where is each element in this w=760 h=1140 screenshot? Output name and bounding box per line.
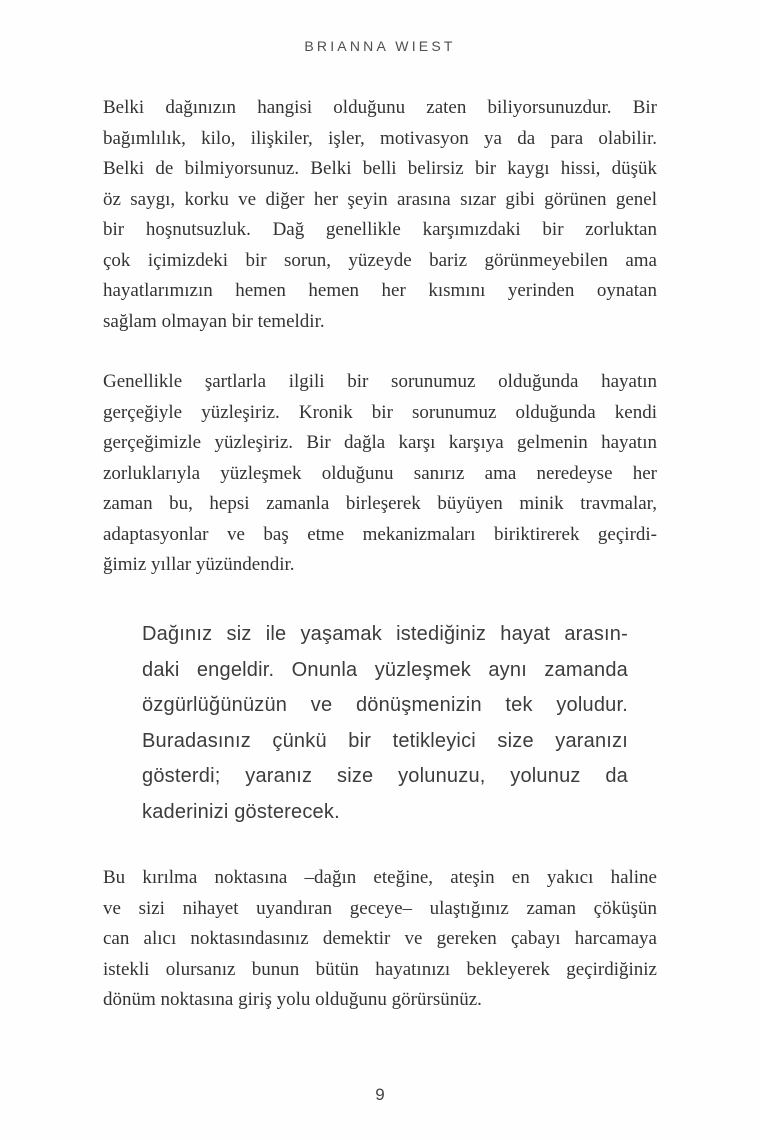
body-paragraph-2 xyxy=(103,367,657,581)
page-number: 9 xyxy=(375,1085,385,1104)
text-line: gösterdi; yaranız size yolunuzu, yolunuz da xyxy=(142,765,628,787)
pull-quote xyxy=(142,617,628,830)
text-line: Belki dağınızın hangisi olduğunu zaten biliyorsunuzdur. Bir xyxy=(103,97,657,118)
text-line: zaman bu, hepsi zamanla birleşerek büyüyen minik travmalar, xyxy=(103,493,657,514)
text-line: adaptasyonlar ve baş etme mekanizmaları biriktirerek geçirdi- xyxy=(103,523,657,545)
running-header: BRIANNA WIEST xyxy=(304,38,456,54)
text-line: Genellikle şartlarla ilgili bir sorunumuz olduğunda hayatın xyxy=(103,371,657,392)
text-line: Belki de bilmiyorsunuz. Belki belli belirsiz bir kaygı hissi, düşük xyxy=(103,158,657,179)
text-line: gerçeğiyle yüzleşiriz. Kronik bir sorunumuz olduğunda kendi xyxy=(103,401,657,423)
text-line: dönüm noktasına giriş yolu olduğunu görürsünüz. xyxy=(103,989,482,1010)
text-line: öz saygı, korku ve diğer her şeyin arasına sızar gibi görünen genel xyxy=(103,188,657,210)
text-line: kaderinizi gösterecek. xyxy=(142,800,340,823)
text-line: can alıcı noktasındasınız demektir ve gereken çabayı harcamaya xyxy=(103,928,657,949)
text-line: sağlam olmayan bir temeldir. xyxy=(103,310,325,332)
text-line: zorluklarıyla yüzleşmek olduğunu sanırız ama neredeyse her xyxy=(103,462,657,484)
text-line: bağımlılık, kilo, ilişkiler, işler, motivasyon ya da para olabilir. xyxy=(103,127,657,149)
text-line: ğimiz yıllar yüzündendir. xyxy=(103,554,295,575)
text-line: çok içimizdeki bir sorun, yüzeyde bariz görünmeyebilen ama xyxy=(103,249,657,271)
text-line: istekli olursanız bunun bütün hayatınızı bekleyerek geçirdiğiniz xyxy=(103,958,657,980)
text-line: bir hoşnutsuzluk. Dağ genellikle karşımızdaki bir zorluktan xyxy=(103,219,657,240)
text-line: Buradasınız çünkü bir tetikleyici size yaranızı xyxy=(142,729,628,752)
text-line: gerçeğimizle yüzleşiriz. Bir dağla karşı karşıya gelmenin hayatın xyxy=(103,432,657,453)
text-line: Dağınız siz ile yaşamak istediğiniz hayat arasın- xyxy=(142,623,628,645)
body-paragraph-1 xyxy=(103,93,657,337)
text-line: daki engeldir. Onunla yüzleşmek aynı zamanda xyxy=(142,658,628,681)
text-line: ve sizi nihayet uyandıran geceye– ulaştığınız zaman çöküşün xyxy=(103,897,657,919)
text-line: Bu kırılma noktasına –dağın eteğine, ateşin en yakıcı haline xyxy=(103,867,657,888)
text-line: özgürlüğünüzün ve dönüşmenizin tek yoludur. xyxy=(142,694,628,716)
text-line: hayatlarımızın hemen hemen her kısmını yerinden oynatan xyxy=(103,280,657,301)
body-paragraph-3 xyxy=(103,863,657,1016)
